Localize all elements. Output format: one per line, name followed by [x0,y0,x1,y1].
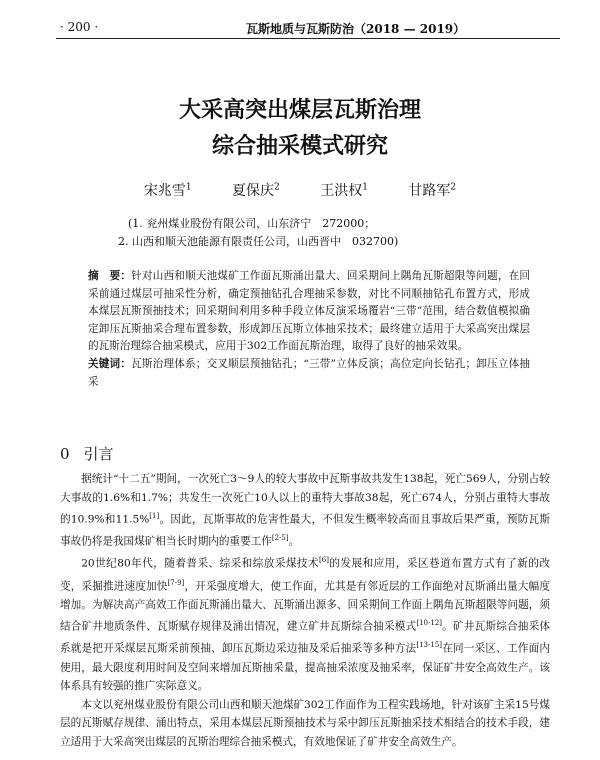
keywords-label: 关键词： [88,357,132,370]
author: 宋兆雪$^1$ [143,182,192,199]
affiliation-line: (1. 兖州煤业股份有限公司，山东济宁 272000； [128,217,376,230]
section-title: 引言 [83,445,114,463]
paragraph: 据统计“十二五”期间，一次死亡3～9人的较大事故中瓦斯事故共发生138起，死亡569人，分别占较大事故的1.6%和1.7%；共发生一次死亡10人以上的重特大事故38起，死亡674人，分别占重特大事故的10.9%和11.5%[1]。因此，瓦斯事故的危害性最大，不但发生概率较高而且事故后果严重，预防瓦斯事故仍将是我国煤矿相当长时期内的重要工作[2-5]。 [60,473,550,548]
journal-title: 瓦斯地质与瓦斯防治（2018 — 2019） [246,22,466,36]
affiliations [118,215,399,251]
author: 王洪权$^1$ [320,182,368,199]
paragraph: 本文以兖州煤业股份有限公司山西和顺天池煤矿302工作面作为工程实践场地，针对该矿主采15号煤层的瓦斯赋存规律、涌出特点，采用本煤层瓦斯预抽技术与采中卸压瓦斯抽采技术相结合的技术手段，建立适用于大采高突出煤层的瓦斯治理综合抽采模式，有效地保证了矿井安全高效生产。 [60,698,550,748]
author-list [0,180,600,200]
running-header [56,18,560,39]
section-heading [60,443,114,464]
author: 甘路军$^2$ [408,182,457,199]
title-line: 大采高突出煤层瓦斯治理 [178,98,421,123]
keywords: 关键词：瓦斯治理体系；交叉顺层预抽钻孔；“三带”立体反演；高位定向长钻孔；卸压立体抽采 [88,357,530,388]
page-number: · 200 · [60,20,99,34]
affiliation-line: 2. 山西和顺天池能源有限责任公司，山西晋中 032700) [118,235,399,248]
section-number: 0 [60,445,70,463]
abstract [88,268,530,391]
abstract-label: 摘 要： [88,270,132,282]
body-text [60,470,550,752]
author: 夏保庆$^2$ [232,182,280,199]
paragraph: 20世纪80年代，随着普采、综采和综放采煤技术[6]的发展和应用，采区巷道布置方式有了新的改变，采掘推进速度加快[7-9]，开采强度增大，使工作面，尤其是有邻近层的工作面绝对瓦斯涌出量大幅度增加。为解决高产高效工作面瓦斯涌出量大、瓦斯涌出源多、回采期间工作面上隅角瓦斯超限等问题，须结合矿井地质条件、瓦斯赋存规律及涌出情况，建立矿井瓦斯综合抽采模式[10-12]。矿井瓦斯综合抽采体系就是把开采煤层瓦斯采前预抽、卸压瓦斯边采边抽及采后抽采等多种方法[13-15]在同一采区、工作面内使用，最大限度利用时间及空间来增加瓦斯抽采量，提高抽采浓度及抽采率，保证矿井安全高效生产。该体系具有较强的推广实际意义。 [60,556,551,693]
abstract-text: 摘 要：针对山西和顺天池煤矿工作面瓦斯涌出量大、回采期间上隅角瓦斯超限等问题，在回采前通过煤层可抽采性分析，确定预抽钻孔合理抽采参数，对比不同顺抽钻孔布置方式，形成本煤层瓦斯预抽技术；回采期间利用多种手段立体反演采场覆岩“三带”范围，结合数值模拟确定卸压瓦斯抽采合理布置参数，形成卸压瓦斯立体抽采技术；最终建立适用于大采高突出煤层的瓦斯治理综合抽采模式，应用于302工作面瓦斯治理，取得了良好的抽采效果。 [88,270,530,353]
title-line: 综合抽采模式研究 [211,134,388,159]
paper-title [0,93,600,165]
